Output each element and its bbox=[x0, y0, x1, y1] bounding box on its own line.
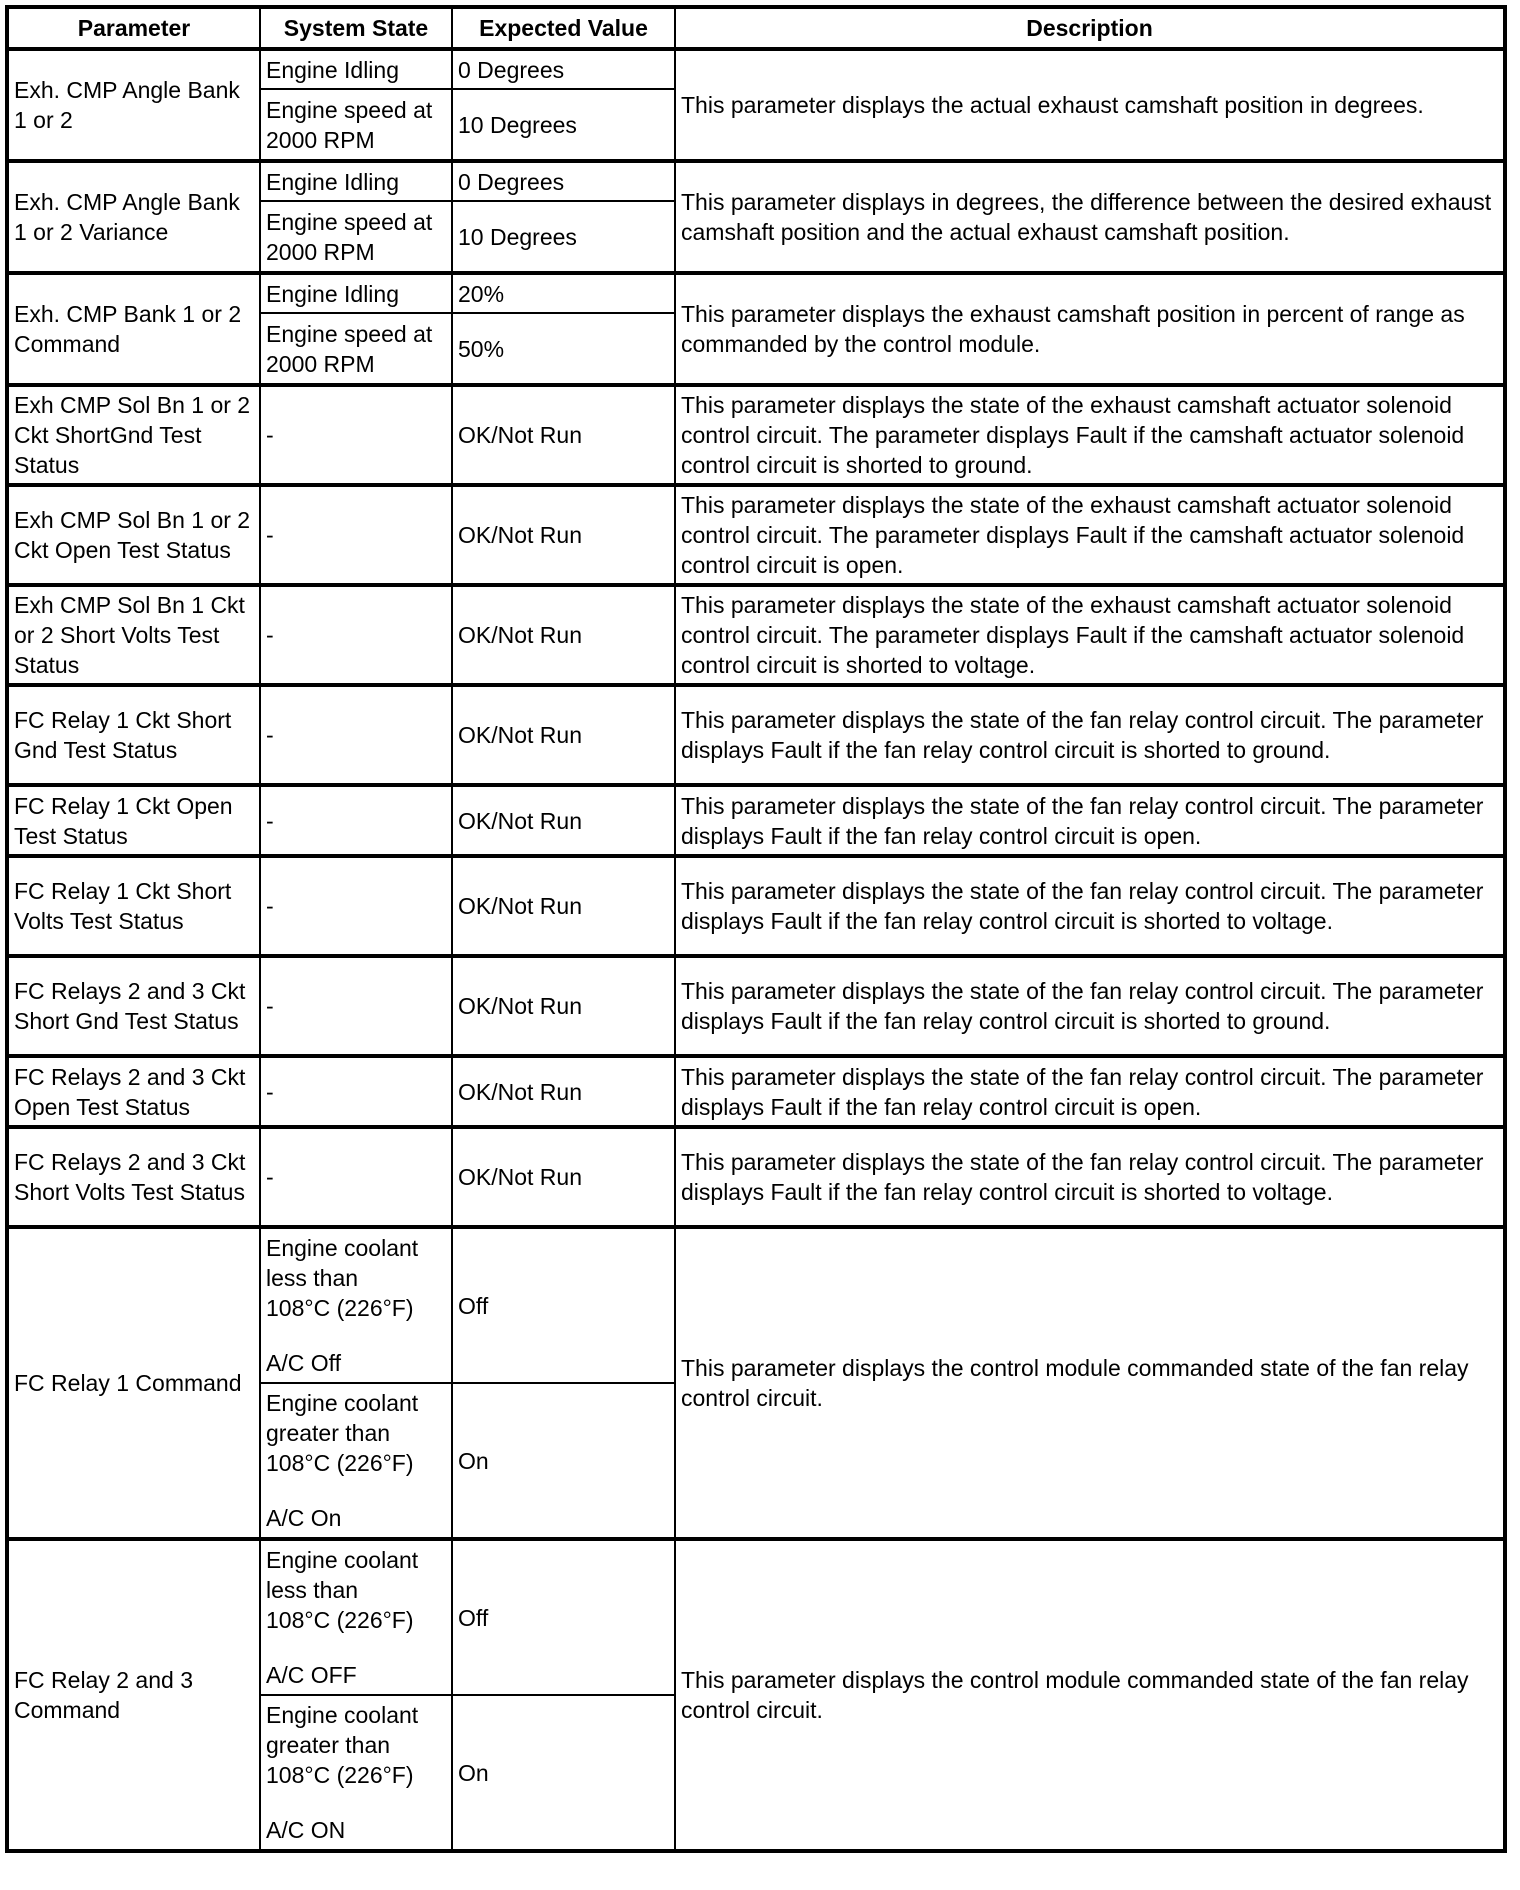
system-state-cell: - bbox=[260, 1056, 452, 1127]
expected-value-cell: OK/Not Run bbox=[452, 385, 675, 485]
system-state-line: less than bbox=[266, 1577, 359, 1603]
system-state-cell: - bbox=[260, 485, 452, 585]
parameter-cell: Exh. CMP Bank 1 or 2 Command bbox=[7, 273, 260, 385]
description-cell: This parameter displays in degrees, the difference between the desired exhaust camshaft position and the actual exhaust camshaft position. bbox=[675, 161, 1505, 273]
table-row bbox=[7, 585, 1505, 685]
table-row bbox=[7, 856, 1505, 956]
expected-value-cell: OK/Not Run bbox=[452, 785, 675, 856]
table-row bbox=[7, 161, 1505, 201]
header-row bbox=[7, 7, 1505, 49]
description-cell: This parameter displays the state of the fan relay control circuit. The parameter displays Fault if the fan relay control circuit is shorted to voltage. bbox=[675, 856, 1505, 956]
header-parameter: Parameter bbox=[7, 7, 260, 49]
parameter-cell: Exh CMP Sol Bn 1 or 2 Ckt ShortGnd Test Status bbox=[7, 385, 260, 485]
parameter-cell: Exh. CMP Angle Bank 1 or 2 bbox=[7, 49, 260, 161]
parameter-cell: FC Relay 1 Ckt Short Gnd Test Status bbox=[7, 685, 260, 785]
system-state-cell bbox=[260, 1695, 452, 1851]
expected-value-cell: On bbox=[452, 1695, 675, 1851]
system-state-line: Engine coolant bbox=[266, 1702, 419, 1728]
expected-value-cell: OK/Not Run bbox=[452, 485, 675, 585]
parameter-cell: FC Relay 1 Command bbox=[7, 1227, 260, 1539]
expected-value-cell: 20% bbox=[452, 273, 675, 313]
system-state-cell: Engine Idling bbox=[260, 273, 452, 313]
table-row bbox=[7, 1127, 1505, 1227]
expected-value-cell: 0 Degrees bbox=[452, 49, 675, 89]
system-state-line: 108°C (226°F) bbox=[266, 1607, 414, 1633]
table-row bbox=[7, 956, 1505, 1056]
table-row bbox=[7, 49, 1505, 89]
expected-value-cell: 0 Degrees bbox=[452, 161, 675, 201]
system-state-cell: - bbox=[260, 685, 452, 785]
system-state-cell bbox=[260, 1383, 452, 1539]
system-state-cell bbox=[260, 1227, 452, 1383]
description-cell: This parameter displays the control module commanded state of the fan relay control circuit. bbox=[675, 1227, 1505, 1539]
system-state-line: Engine coolant bbox=[266, 1547, 419, 1573]
ac-state: A/C Off bbox=[266, 1350, 341, 1376]
description-cell: This parameter displays the state of the fan relay control circuit. The parameter displays Fault if the fan relay control circuit is open. bbox=[675, 785, 1505, 856]
header-system-state: System State bbox=[260, 7, 452, 49]
system-state-cell: - bbox=[260, 856, 452, 956]
expected-value-cell: Off bbox=[452, 1539, 675, 1695]
expected-value-cell: OK/Not Run bbox=[452, 585, 675, 685]
table-row bbox=[7, 485, 1505, 585]
parameter-cell: Exh CMP Sol Bn 1 Ckt or 2 Short Volts Test Status bbox=[7, 585, 260, 685]
parameter-table bbox=[5, 5, 1507, 1853]
expected-value-cell: Off bbox=[452, 1227, 675, 1383]
description-cell: This parameter displays the state of the exhaust camshaft actuator solenoid control circuit. The parameter displays Fault if the camshaft actuator solenoid control circuit is open. bbox=[675, 485, 1505, 585]
system-state-cell: Engine Idling bbox=[260, 49, 452, 89]
ac-state: A/C On bbox=[266, 1505, 342, 1531]
description-cell: This parameter displays the state of the exhaust camshaft actuator solenoid control circuit. The parameter displays Fault if the camshaft actuator solenoid control circuit is shorted to voltage. bbox=[675, 585, 1505, 685]
description-cell: This parameter displays the state of the fan relay control circuit. The parameter displays Fault if the fan relay control circuit is open. bbox=[675, 1056, 1505, 1127]
system-state-cell: - bbox=[260, 385, 452, 485]
table-row bbox=[7, 785, 1505, 856]
description-cell: This parameter displays the state of the fan relay control circuit. The parameter displays Fault if the fan relay control circuit is shorted to ground. bbox=[675, 685, 1505, 785]
ac-state: A/C OFF bbox=[266, 1662, 357, 1688]
table-row bbox=[7, 1056, 1505, 1127]
description-cell: This parameter displays the exhaust camshaft position in percent of range as commanded by the control module. bbox=[675, 273, 1505, 385]
expected-value-cell: OK/Not Run bbox=[452, 856, 675, 956]
table-row bbox=[7, 1539, 1505, 1695]
header-description: Description bbox=[675, 7, 1505, 49]
expected-value-cell: On bbox=[452, 1383, 675, 1539]
system-state-cell: Engine speed at 2000 RPM bbox=[260, 201, 452, 273]
system-state-cell: - bbox=[260, 585, 452, 685]
ac-state: A/C ON bbox=[266, 1817, 346, 1843]
system-state-line: Engine coolant bbox=[266, 1390, 419, 1416]
expected-value-cell: 10 Degrees bbox=[452, 89, 675, 161]
description-cell: This parameter displays the state of the exhaust camshaft actuator solenoid control circuit. The parameter displays Fault if the camshaft actuator solenoid control circuit is shorted to ground. bbox=[675, 385, 1505, 485]
parameter-cell: FC Relay 1 Ckt Open Test Status bbox=[7, 785, 260, 856]
system-state-line: greater than bbox=[266, 1732, 391, 1758]
expected-value-cell: OK/Not Run bbox=[452, 1056, 675, 1127]
expected-value-cell: 50% bbox=[452, 313, 675, 385]
parameter-cell: FC Relay 1 Ckt Short Volts Test Status bbox=[7, 856, 260, 956]
description-cell: This parameter displays the state of the fan relay control circuit. The parameter displays Fault if the fan relay control circuit is shorted to ground. bbox=[675, 956, 1505, 1056]
table-row bbox=[7, 685, 1505, 785]
system-state-cell: - bbox=[260, 1127, 452, 1227]
description-cell: This parameter displays the control module commanded state of the fan relay control circuit. bbox=[675, 1539, 1505, 1851]
system-state-line: greater than bbox=[266, 1420, 391, 1446]
parameter-cell: FC Relays 2 and 3 Ckt Short Volts Test Status bbox=[7, 1127, 260, 1227]
system-state-cell: Engine Idling bbox=[260, 161, 452, 201]
system-state-cell bbox=[260, 1539, 452, 1695]
system-state-cell: - bbox=[260, 785, 452, 856]
expected-value-cell: OK/Not Run bbox=[452, 1127, 675, 1227]
system-state-cell: Engine speed at 2000 RPM bbox=[260, 89, 452, 161]
system-state-line: 108°C (226°F) bbox=[266, 1450, 414, 1476]
description-cell: This parameter displays the state of the fan relay control circuit. The parameter displays Fault if the fan relay control circuit is shorted to voltage. bbox=[675, 1127, 1505, 1227]
parameter-cell: Exh CMP Sol Bn 1 or 2 Ckt Open Test Status bbox=[7, 485, 260, 585]
table-row bbox=[7, 273, 1505, 313]
table-row bbox=[7, 1227, 1505, 1383]
parameter-cell: FC Relays 2 and 3 Ckt Open Test Status bbox=[7, 1056, 260, 1127]
description-cell: This parameter displays the actual exhaust camshaft position in degrees. bbox=[675, 49, 1505, 161]
table-row bbox=[7, 385, 1505, 485]
system-state-line: 108°C (226°F) bbox=[266, 1295, 414, 1321]
expected-value-cell: OK/Not Run bbox=[452, 685, 675, 785]
system-state-cell: - bbox=[260, 956, 452, 1056]
expected-value-cell: OK/Not Run bbox=[452, 956, 675, 1056]
system-state-line: less than bbox=[266, 1265, 359, 1291]
parameter-cell: Exh. CMP Angle Bank 1 or 2 Variance bbox=[7, 161, 260, 273]
parameter-cell: FC Relays 2 and 3 Ckt Short Gnd Test Status bbox=[7, 956, 260, 1056]
expected-value-cell: 10 Degrees bbox=[452, 201, 675, 273]
header-expected-value: Expected Value bbox=[452, 7, 675, 49]
system-state-line: Engine coolant bbox=[266, 1235, 419, 1261]
parameter-cell: FC Relay 2 and 3 Command bbox=[7, 1539, 260, 1851]
system-state-cell: Engine speed at 2000 RPM bbox=[260, 313, 452, 385]
system-state-line: 108°C (226°F) bbox=[266, 1762, 414, 1788]
